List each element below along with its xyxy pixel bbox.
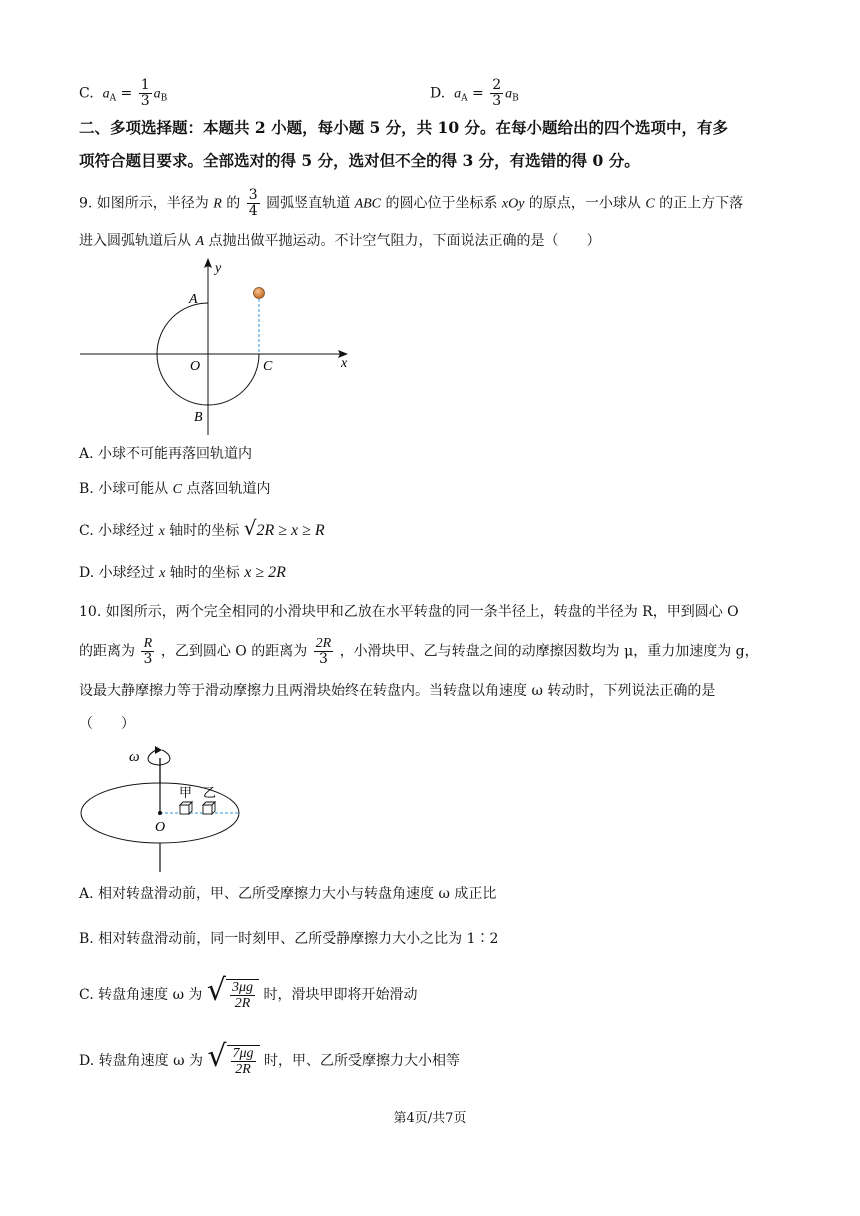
page-number: 第4页/共7页 — [393, 1111, 467, 1126]
q10-option-b: B. 相对转盘滑动前，同一时刻甲、乙所受静摩擦力大小之比为 1∶2 — [79, 931, 499, 947]
jia-label: 甲 — [179, 786, 193, 801]
inequality-expression: x ≥ 2R — [244, 564, 286, 581]
q9-option-d: D. 小球经过 x 轴时的坐标 x ≥ 2R — [79, 564, 286, 581]
q9-stem-line1: 9. 如图所示，半径为 R 的 $\frac{3}{4}$ 圆弧竖直轨道 ABC 的圆心位于坐标系 xOy 的原点，一小球从 C 的正上方下落 — [79, 187, 744, 219]
center-point — [158, 811, 162, 815]
sqrt-expression — [207, 1038, 259, 1077]
y-axis-label: y — [215, 261, 222, 276]
inequality-expression: 2R ≥ x ≥ R — [256, 522, 325, 539]
yi-label: 乙 — [203, 786, 217, 801]
sqrt-icon: √ — [243, 516, 257, 540]
q8-option-c: C. $a_A$ = $\frac{1}{3}$ $a_B$ — [79, 77, 168, 109]
center-o-label: O — [155, 820, 166, 835]
point-a-label: A — [189, 292, 198, 307]
fraction: $\frac{3\mu g}{2R}$ — [232, 980, 254, 1011]
x-axis-label: x — [341, 356, 348, 371]
fraction-r-over-3: $\frac{R}{3}$ — [143, 636, 153, 667]
q10-option-a: A. 相对转盘滑动前，甲、乙所受摩擦力大小与转盘角速度 ω 成正比 — [79, 886, 497, 902]
block-jia — [180, 802, 192, 814]
q10-stem-line3: 设最大静摩擦力等于滑动摩擦力且两滑块始终在转盘内。当转盘以角速度 ω 转动时，下列说法正确的是 — [79, 683, 716, 699]
section-heading-line2: 项符合题目要求。全部选对的得 5 分，选对但不全的得 3 分，有选错的得 0 分。 — [79, 151, 640, 170]
fraction-2r-over-3: $\frac{2R}{3}$ — [315, 636, 332, 667]
omega-label: ω — [129, 749, 140, 765]
sqrt-icon: √ — [207, 1038, 227, 1074]
sqrt-icon: √ — [206, 972, 227, 1008]
q9-option-b: B. 小球可能从 C 点落回轨道内 — [79, 481, 271, 497]
q10-stem-line1: 10. 如图所示，两个完全相同的小滑块甲和乙放在水平转盘的同一条半径上，转盘的半径为 R，甲到圆心 O — [79, 604, 739, 620]
fraction: $\frac{7\mu g}{2R}$ — [232, 1046, 254, 1077]
q10-option-c: C. 转盘角速度 ω 为 √ $\frac{3\mu g}{2R}$ 时，滑块甲即将开始滑动 — [79, 972, 418, 1011]
rotation-arrowhead-icon — [155, 746, 162, 754]
rotation-arrow-icon — [148, 750, 170, 765]
q9-stem-line2: 进入圆弧轨道后从 A 点抛出做平抛运动。不计空气阻力，下面说法正确的是（ ） — [79, 233, 601, 249]
fraction: $\frac{2}{3}$ — [492, 77, 502, 109]
origin-label: O — [190, 359, 201, 374]
q8-option-d: D. $a_A$ = $\frac{2}{3}$ $a_B$ — [430, 77, 519, 109]
q10-stem-line4: （ ） — [79, 716, 135, 732]
fraction: $\frac{1}{3}$ — [140, 77, 150, 109]
q10-turntable-diagram — [75, 742, 250, 877]
point-b-label: B — [194, 410, 203, 425]
q10-option-d: D. 转盘角速度 ω 为 √ $\frac{7\mu g}{2R}$ 时，甲、乙所受摩擦力大小相等 — [79, 1038, 461, 1077]
point-c-label: C — [263, 359, 273, 374]
q9-track-diagram — [75, 255, 365, 440]
fraction-three-quarters: $\frac{3}{4}$ — [248, 187, 258, 219]
section-heading-line1: 二、多项选择题：本题共 2 小题，每小题 5 分，共 10 分。在每小题给出的四个选项中，有多 — [79, 118, 729, 137]
q9-option-c: C. 小球经过 x 轴时的坐标 √2R ≥ x ≥ R — [79, 516, 325, 540]
ball — [254, 288, 265, 299]
block-yi — [203, 802, 215, 814]
sqrt-expression — [206, 972, 259, 1011]
q10-stem-line2: 的距离为 $\frac{R}{3}$ ，乙到圆心 O 的距离为 $\frac{2R}{3}$ ，小滑块甲、乙与转盘之间的动摩擦因数均为 μ，重力加速度为 g， — [79, 636, 759, 667]
q9-option-a: A. 小球不可能再落回轨道内 — [79, 446, 253, 462]
